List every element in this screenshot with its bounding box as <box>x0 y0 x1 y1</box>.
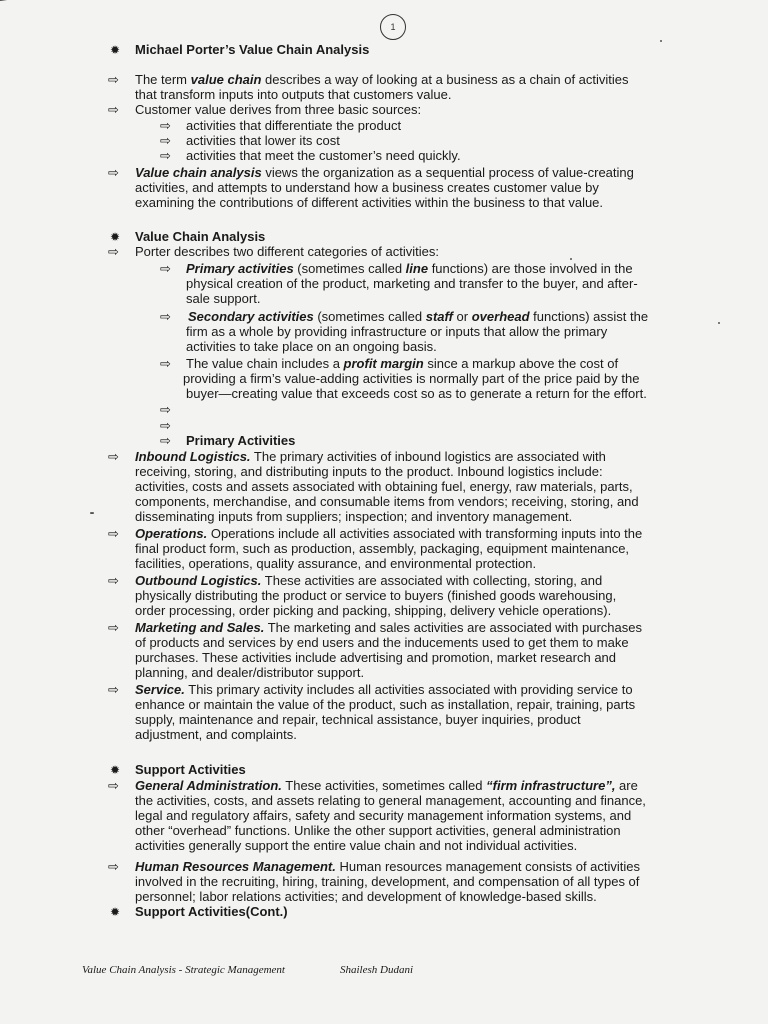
footer-title: Value Chain Analysis - Strategic Management <box>82 964 285 976</box>
emphasized-term: Primary activities <box>186 261 294 276</box>
arrow-bullet-icon: ⇨ <box>160 418 171 433</box>
text-line: the activities, costs, and assets relating to general management, accounting and finance, <box>135 793 646 808</box>
text-line: physically distributing the product or service to buyers (finished goods warehousing, <box>135 588 617 603</box>
text-line: activities that meet the customer’s need quickly. <box>186 148 461 163</box>
text-line: Operations. Operations include all activities associated with transforming inputs into the <box>135 526 643 541</box>
page-number-circle: 1 <box>380 14 406 40</box>
arrow-bullet-icon: ⇨ <box>108 682 119 697</box>
text-line: purchases. These activities include advertising and promotion, market research and <box>135 650 617 665</box>
emphasized-term: Outbound Logistics. <box>135 573 262 588</box>
emphasized-term: line <box>405 261 429 276</box>
text-line: activities that lower its cost <box>186 133 340 148</box>
arrow-bullet-icon: ⇨ <box>108 165 119 180</box>
emphasized-term: Secondary activities <box>188 309 314 324</box>
text-line: activities generally support the entire value chain and not individual activities. <box>135 838 578 853</box>
section-heading: Value Chain Analysis <box>135 229 266 244</box>
text-line: final product form, such as production, assembly, packaging, equipment maintenance, <box>135 541 630 556</box>
arrow-bullet-icon: ⇨ <box>160 261 171 276</box>
text-line: Porter describes two different categories of activities: <box>135 244 439 259</box>
emphasized-term: profit margin <box>343 356 424 371</box>
section-heading: Support Activities <box>135 762 246 777</box>
emphasized-term: staff <box>425 309 453 324</box>
section-heading: Support Activities(Cont.) <box>135 904 288 919</box>
text-line: Human Resources Management. Human resources management consists of activities <box>135 859 641 874</box>
arrow-bullet-icon: ⇨ <box>108 620 119 635</box>
bullet-icon: ✹ <box>110 763 121 777</box>
arrow-bullet-icon: ⇨ <box>108 244 119 259</box>
text-line: order processing, order picking and packing, shipping, delivery vehicle operations). <box>135 603 612 618</box>
text-line: adjustment, and complaints. <box>135 727 297 742</box>
emphasized-term: Value chain analysis <box>135 165 262 180</box>
text-line: supply, maintenance and repair, technical assistance, buyer inquiries, product <box>135 712 581 727</box>
text-line: General Administration. These activities, sometimes called “firm infrastructure”, are <box>135 778 638 793</box>
text-line: planning, and dealer/distributor support. <box>135 665 365 680</box>
text-line: Inbound Logistics. The primary activities of inbound logistics are associated with <box>135 449 606 464</box>
text-line: involved in the recruiting, hiring, training, development, and compensation of all types of <box>135 874 640 889</box>
bullet-icon: ✹ <box>110 230 121 244</box>
text-line: that transform inputs into outputs that customers value. <box>135 87 452 102</box>
emphasized-term: Inbound Logistics. <box>135 449 251 464</box>
text-line: physical creation of the product, marketing and transfer to the buyer, and after- <box>186 276 638 291</box>
text-line: activities, and attempts to understand how a business creates customer value by <box>135 180 599 195</box>
arrow-bullet-icon: ⇨ <box>160 402 171 417</box>
emphasized-term: Marketing and Sales. <box>135 620 265 635</box>
text-line: firm as a whole by providing infrastructure or inputs that allow the primary <box>186 324 608 339</box>
emphasized-term: “firm infrastructure”, <box>486 778 616 793</box>
text-line: components, merchandise, and consumable items from vendors; receiving, storing, and <box>135 494 639 509</box>
text-line: The term value chain describes a way of looking at a business as a chain of activities <box>135 72 629 87</box>
bullet-icon: ✹ <box>110 905 121 919</box>
arrow-bullet-icon: ⇨ <box>160 133 171 148</box>
speck <box>90 512 94 514</box>
arrow-bullet-icon: ⇨ <box>108 72 119 87</box>
arrow-bullet-icon: ⇨ <box>108 449 119 464</box>
text-line: Customer value derives from three basic sources: <box>135 102 422 117</box>
arrow-bullet-icon: ⇨ <box>160 356 171 371</box>
footer-author: Shailesh Dudani <box>340 964 414 976</box>
speck <box>718 322 720 324</box>
text-line: Service. This primary activity includes all activities associated with providing service to <box>135 682 633 697</box>
text-line: activities to take place on an ongoing basis. <box>186 339 437 354</box>
emphasized-term: General Administration. <box>135 778 282 793</box>
arrow-bullet-icon: ⇨ <box>160 118 171 133</box>
text-line: sale support. <box>186 291 261 306</box>
text-line: Value chain analysis views the organization as a sequential process of value-creating <box>135 165 634 180</box>
text-line: Secondary activities (sometimes called staff or overhead functions) assist the <box>188 309 649 324</box>
section-heading: Primary Activities <box>186 433 296 448</box>
text-line: disseminating inputs from suppliers; inspection; and inventory management. <box>135 509 573 524</box>
emphasized-term: Human Resources Management. <box>135 859 336 874</box>
speck <box>570 258 572 260</box>
arrow-bullet-icon: ⇨ <box>108 102 119 117</box>
text-line: The value chain includes a profit margin since a markup above the cost of <box>186 356 619 371</box>
speck <box>660 40 662 42</box>
text-line: activities that differentiate the product <box>186 118 402 133</box>
text-line: enhance or maintain the value of the product, such as installation, repair, training, parts <box>135 697 636 712</box>
text-line: activities, costs and assets associated with obtaining fuel, energy, raw materials, parts, <box>135 479 633 494</box>
emphasized-term: Service. <box>135 682 185 697</box>
text-line: facilities, operations, quality assurance, and environmental protection. <box>135 556 537 571</box>
text-line: legal and regulatory affairs, safety and security management information systems, and <box>135 808 632 823</box>
text-line: buyer—creating value that exceeds cost so as to generate a return for the effort. <box>186 386 647 401</box>
emphasized-term: Operations. <box>135 526 208 541</box>
emphasized-term: value chain <box>190 72 262 87</box>
pen-mark <box>0 0 38 5</box>
bullet-icon: ✹ <box>110 43 121 57</box>
text-line: other “overhead” functions. Unlike the other support activities, general administration <box>135 823 621 838</box>
arrow-bullet-icon: ⇨ <box>108 526 119 541</box>
text-line: Outbound Logistics. These activities are associated with collecting, storing, and <box>135 573 603 588</box>
text-line: Marketing and Sales. The marketing and sales activities are associated with purchases <box>135 620 643 635</box>
text-line: personnel; labor relations activities; and development of knowledge-based skills. <box>135 889 597 904</box>
section-heading: Michael Porter’s Value Chain Analysis <box>135 42 370 57</box>
arrow-bullet-icon: ⇨ <box>108 573 119 588</box>
text-line: examining the contributions of different activities within the business to that value. <box>135 195 604 210</box>
text-line: receiving, storing, and distributing inputs to the product. Inbound logistics include: <box>135 464 603 479</box>
text-line: of products and services by end users and the inducements used to get them to make <box>135 635 629 650</box>
arrow-bullet-icon: ⇨ <box>108 859 119 874</box>
text-line: providing a firm’s value-adding activities is normally part of the price paid by the <box>183 371 640 386</box>
arrow-bullet-icon: ⇨ <box>160 148 171 163</box>
arrow-bullet-icon: ⇨ <box>160 309 171 324</box>
emphasized-term: overhead <box>471 309 530 324</box>
arrow-bullet-icon: ⇨ <box>160 433 171 448</box>
arrow-bullet-icon: ⇨ <box>108 778 119 793</box>
text-line: Primary activities (sometimes called line functions) are those involved in the <box>186 261 633 276</box>
